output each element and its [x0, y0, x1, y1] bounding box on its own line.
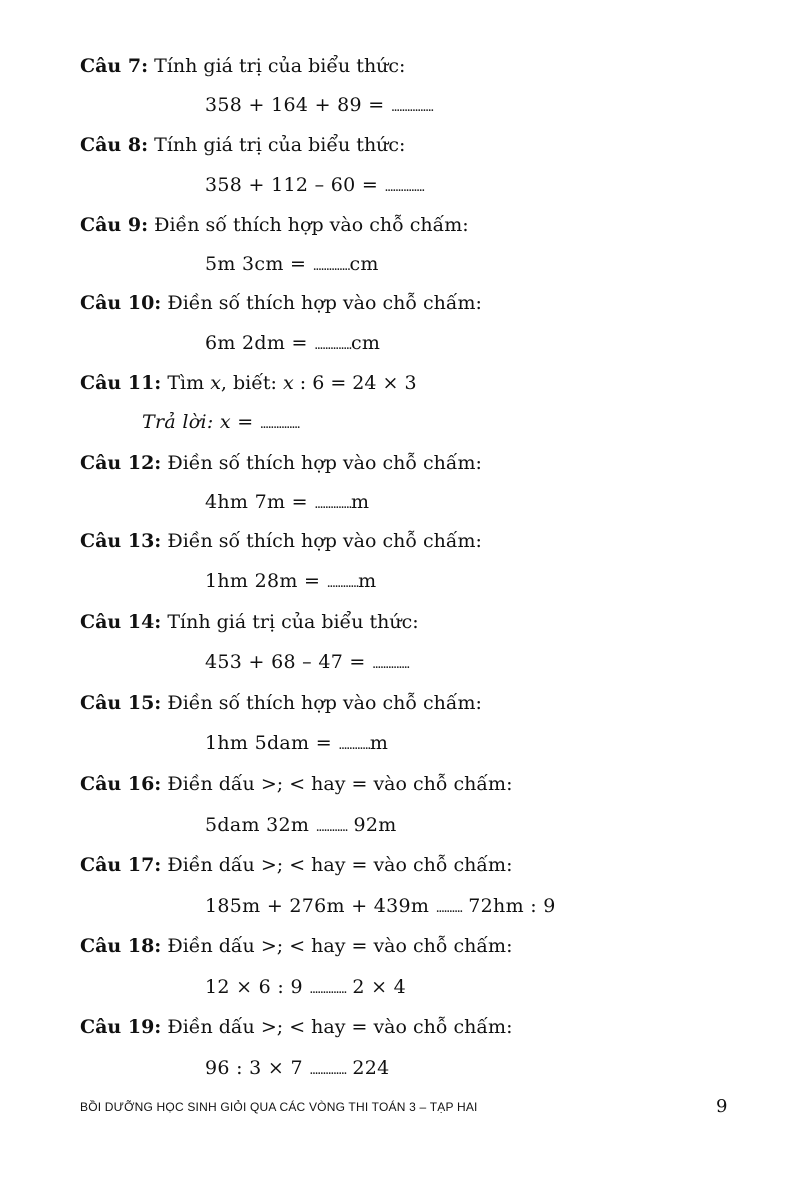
question-text: Điền dấu >; < hay = vào chỗ chấm:	[161, 1016, 513, 1038]
question-17	[80, 853, 512, 877]
answer-expression: Trả lời: x =	[142, 411, 260, 433]
question-7	[80, 54, 405, 78]
answer-blank: ..............	[312, 259, 350, 274]
answer-expression: 5dam 32m	[205, 814, 316, 836]
answer-unit: 224	[346, 1057, 390, 1079]
answer-blank: ..............	[372, 657, 409, 672]
question-text: Tìm	[161, 372, 211, 394]
answer-blank: ............	[338, 738, 370, 753]
answer-blank: ...............	[384, 180, 424, 195]
answer-line-18	[205, 975, 406, 1002]
question-label: Câu 9:	[80, 214, 149, 236]
answer-line-19	[205, 1056, 390, 1083]
answer-expression: 453 + 68 – 47 =	[205, 651, 372, 673]
question-text: Tính giá trị của biểu thức:	[161, 611, 419, 633]
answer-blank: ..........	[435, 901, 462, 916]
question-text: Điền số thích hợp vào chỗ chấm:	[161, 452, 482, 474]
question-label: Câu 19:	[80, 1016, 162, 1038]
answer-expression: 358 + 112 – 60 =	[205, 174, 385, 196]
variable-x: x	[283, 372, 294, 394]
running-footer-title: BỒI DƯỠNG HỌC SINH GIỎI QUA CÁC VÒNG THI TOÁN 3 – TẠP HAI	[80, 1100, 478, 1114]
question-label: Câu 11:	[80, 372, 162, 394]
question-16	[80, 772, 512, 796]
answer-blank: ..............	[309, 1063, 347, 1078]
question-18	[80, 934, 512, 958]
question-text: Điền số thích hợp vào chỗ chấm:	[148, 214, 469, 236]
answer-unit: cm	[350, 332, 381, 354]
answer-blank: ..............	[314, 338, 351, 353]
question-label: Câu 18:	[80, 935, 162, 957]
question-15	[80, 691, 482, 715]
question-8	[80, 133, 405, 157]
question-text: Điền số thích hợp vào chỗ chấm:	[161, 692, 482, 714]
question-label: Câu 15:	[80, 692, 162, 714]
answer-blank: ................	[390, 100, 433, 115]
answer-blank: ..............	[309, 982, 347, 997]
question-text: Điền dấu >; < hay = vào chỗ chấm:	[161, 854, 513, 876]
answer-expression: 1hm 5dam =	[205, 732, 339, 754]
question-label: Câu 14:	[80, 611, 162, 633]
answer-line-14	[205, 650, 409, 677]
answer-unit: m	[358, 570, 377, 592]
answer-unit: 92m	[347, 814, 397, 836]
question-10	[80, 291, 482, 315]
page-number: 9	[716, 1096, 728, 1117]
answer-blank: ..............	[314, 497, 352, 512]
answer-unit: m	[351, 491, 370, 513]
question-text: , biết:	[220, 372, 283, 394]
answer-expression: 358 + 164 + 89 =	[205, 94, 391, 116]
question-text: Điền số thích hợp vào chỗ chấm:	[161, 292, 482, 314]
answer-expression: 185m + 276m + 439m	[205, 895, 436, 917]
answer-expression: 4hm 7m =	[205, 491, 315, 513]
answer-line-17	[205, 894, 556, 921]
variable-x: x	[210, 372, 221, 394]
question-19	[80, 1015, 512, 1039]
answer-expression: 1hm 28m =	[205, 570, 327, 592]
answer-line-7	[205, 93, 433, 120]
answer-blank: ............	[326, 576, 359, 591]
question-text: : 6 = 24 × 3	[293, 372, 417, 394]
answer-line-10	[205, 331, 380, 358]
answer-line-15	[205, 731, 388, 758]
answer-expression: 6m 2dm =	[205, 332, 315, 354]
answer-unit: 72hm : 9	[461, 895, 556, 917]
answer-expression: 96 : 3 × 7	[205, 1057, 310, 1079]
answer-unit: cm	[349, 253, 379, 275]
answer-blank: ............	[315, 820, 348, 835]
question-label: Câu 17:	[80, 854, 162, 876]
answer-unit: 2 × 4	[346, 976, 407, 998]
answer-line-13	[205, 569, 377, 596]
answer-line-11	[142, 410, 299, 437]
question-label: Câu 13:	[80, 530, 162, 552]
question-11	[80, 371, 417, 395]
question-12	[80, 451, 482, 475]
question-14	[80, 610, 419, 634]
question-9	[80, 213, 469, 237]
question-label: Câu 10:	[80, 292, 162, 314]
answer-line-8	[205, 173, 424, 200]
answer-line-16	[205, 813, 397, 840]
answer-line-12	[205, 490, 369, 517]
answer-unit: m	[369, 732, 389, 754]
question-label: Câu 16:	[80, 773, 162, 795]
answer-line-9	[205, 252, 379, 279]
answer-expression: 5m 3cm =	[205, 253, 313, 275]
answer-blank: ...............	[259, 417, 300, 432]
question-text: Điền dấu >; < hay = vào chỗ chấm:	[161, 773, 513, 795]
question-label: Câu 12:	[80, 452, 162, 474]
question-text: Điền dấu >; < hay = vào chỗ chấm:	[161, 935, 513, 957]
question-text: Tính giá trị của biểu thức:	[148, 55, 406, 77]
answer-expression: 12 × 6 : 9	[205, 976, 310, 998]
question-text: Điền số thích hợp vào chỗ chấm:	[161, 530, 482, 552]
question-text: Tính giá trị của biểu thức:	[148, 134, 406, 156]
question-13	[80, 529, 482, 553]
question-label: Câu 7:	[80, 55, 149, 77]
question-label: Câu 8:	[80, 134, 149, 156]
